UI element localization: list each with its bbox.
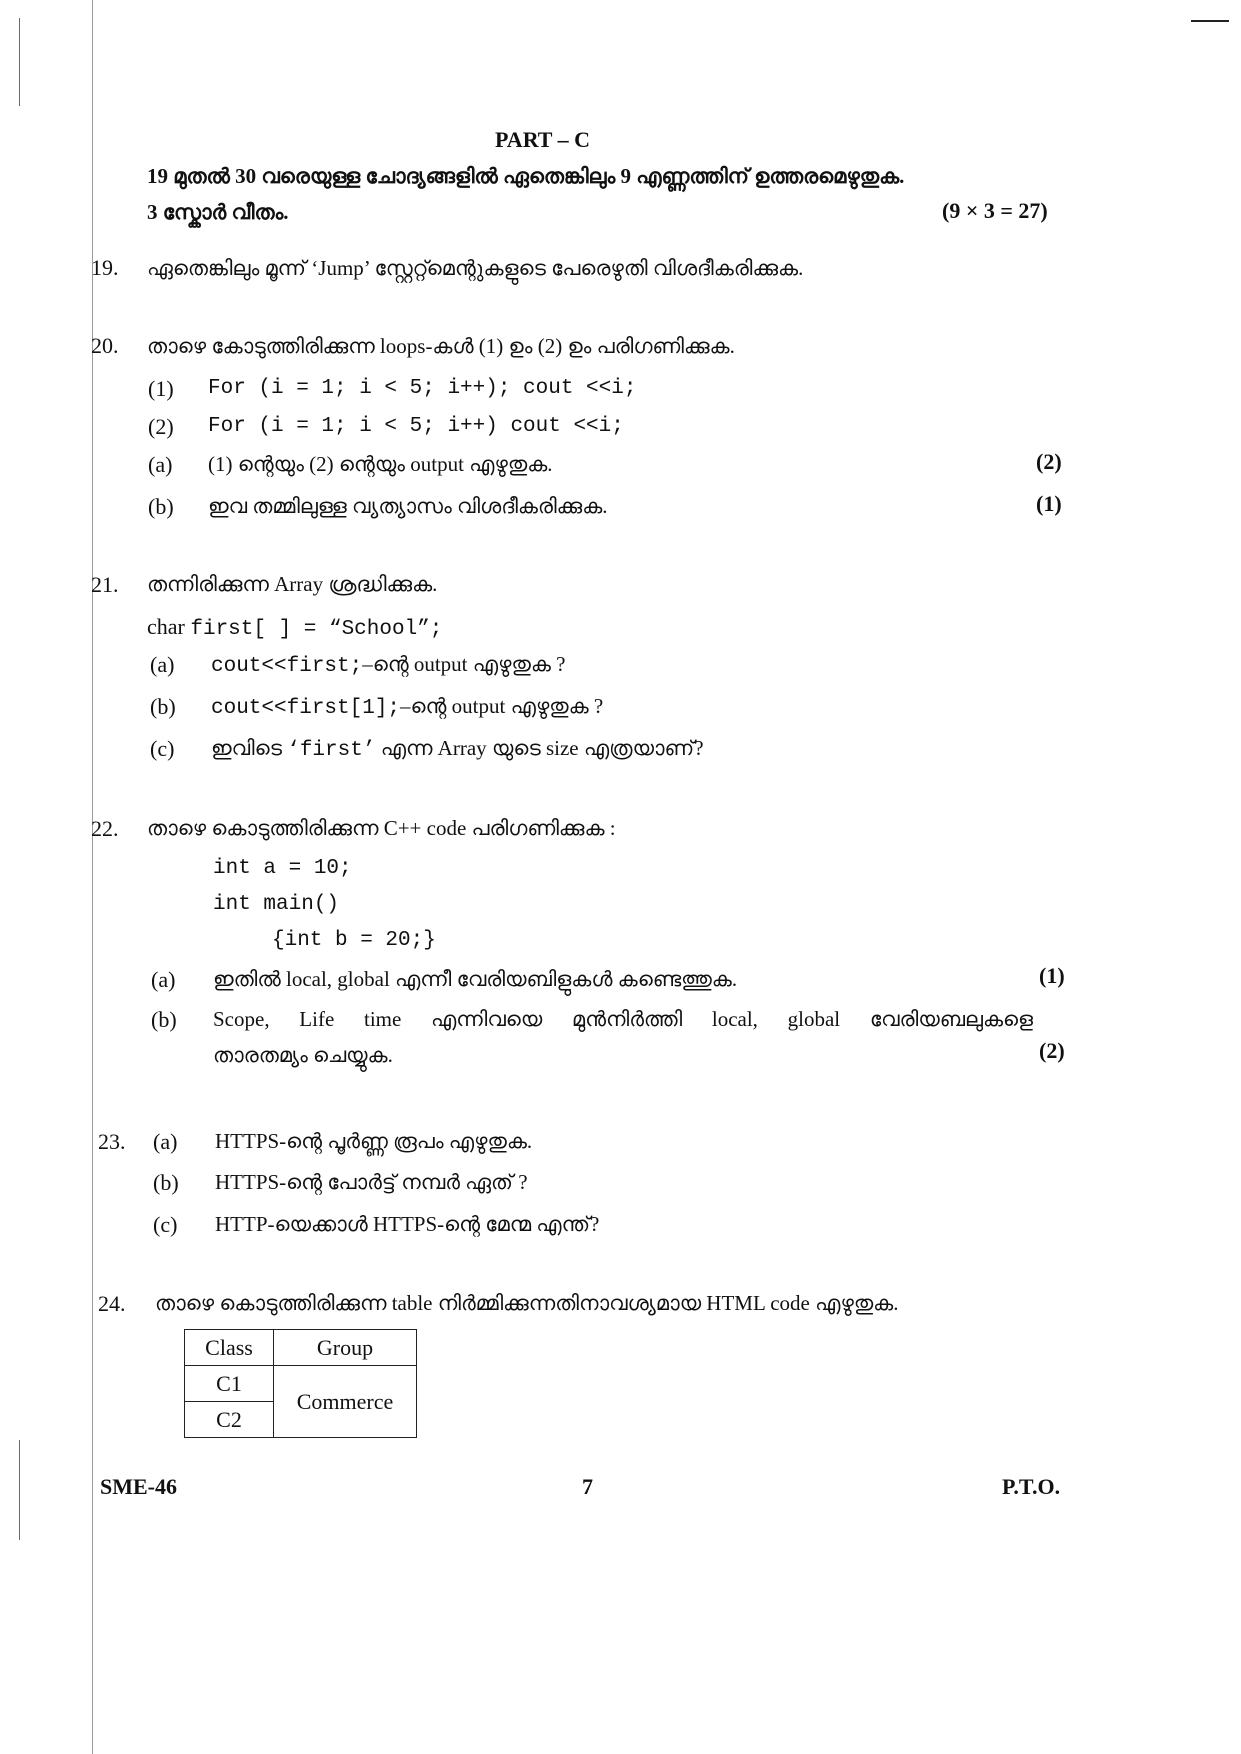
q22-code-line3: {int b = 20;} [272, 929, 436, 952]
q22-number: 22. [91, 816, 119, 841]
q20-code2: For (i = 1; i < 5; i++) cout <<i; [208, 415, 624, 438]
q21-c-code: ‘first’ [287, 739, 376, 762]
instruction-line1: 19 മുതൽ 30 വരെയുള്ള ചോദ്യങ്ങളിൽ ഏതെങ്കിലും 9 എണ്ണത്തിന് ഉത്തരമെഴുതുക. [147, 164, 905, 188]
instruction-marks: (9 × 3 = 27) [942, 198, 1048, 223]
q24-table-header-group: Group [274, 1330, 417, 1366]
q22-a-marks: (1) [1039, 963, 1065, 988]
q21-b [211, 694, 603, 720]
q21-a-text: –ന്റെ output എഴുതുക ? [362, 652, 566, 676]
q21-c-label: (c) [150, 736, 175, 761]
q23-a-label: (a) [153, 1129, 178, 1154]
q21-b-text: –ന്റെ output എഴുതുക ? [400, 694, 604, 718]
q21-a-label: (a) [150, 652, 175, 677]
q20-b-text: ഇവ തമ്മിലുള്ള വ്യത്യാസം വിശദീകരിക്കുക. [208, 494, 608, 518]
q22-b-text2: താരതമ്യം ചെയ്യുക. [213, 1043, 393, 1067]
q24-text: താഴെ കൊടുത്തിരിക്കുന്ന table നിർമ്മിക്കുന്നതിനാവശ്യമായ HTML code എഴുതുക. [155, 1291, 899, 1315]
q20-number: 20. [91, 333, 119, 358]
q21-number: 21. [91, 572, 119, 597]
q22-b-marks: (2) [1039, 1038, 1065, 1063]
q21-c-text: എന്ന Array യുടെ size എത്രയാണ്? [380, 736, 704, 760]
q21-a [211, 652, 565, 678]
q24-table-cell-c2: C2 [185, 1402, 274, 1438]
corner-mark [1191, 20, 1229, 22]
q20-b-marks: (1) [1036, 491, 1062, 516]
q24-table-header-class: Class [185, 1330, 274, 1366]
q21-decl-prefix: char [147, 614, 185, 639]
q22-a-label: (a) [151, 967, 176, 992]
left-margin-line [19, 18, 20, 106]
q21-b-code: cout<<first[1]; [211, 697, 401, 720]
q21-c [211, 736, 704, 762]
q23-b-text: HTTPS-ന്റെ പോർട്ട് നമ്പർ ഏത് ? [215, 1170, 528, 1194]
part-heading: PART – C [495, 127, 590, 152]
q22-code-line2: int main() [213, 893, 340, 916]
left-margin-line-lower [19, 1440, 20, 1540]
q22-b-text1: Scope, Life time എന്നിവയെ മുൻനിർത്തി local, global വേരിയബലുകളെ [213, 1007, 1033, 1031]
q19-text: ഏതെങ്കിലും മൂന്ന് ‘Jump’ സ്റ്റേറ്റ്മെന്റുകളുടെ പേരെഴുതി വിശദീകരിക്കുക. [147, 256, 804, 280]
q22-text: താഴെ കൊടുത്തിരിക്കുന്ന C++ code പരിഗണിക്കുക : [147, 816, 616, 840]
q20-text: താഴെ കോടുത്തിരിക്കുന്ന loops-കൾ (1) ഉം (2) ഉം പരിഗണിക്കുക. [147, 334, 735, 358]
q21-decl [147, 614, 442, 641]
footer-pto: P.T.O. [1002, 1474, 1061, 1499]
q23-c-text: HTTP-യെക്കാൾ HTTPS-ന്റെ മേന്മ എന്ത്? [215, 1212, 600, 1236]
footer-page-number: 7 [582, 1474, 593, 1499]
q21-text: തന്നിരിക്കുന്ന Array ശ്രദ്ധിക്കുക. [147, 572, 438, 596]
q24-table-cell-c1: C1 [185, 1366, 274, 1402]
q21-b-label: (b) [150, 694, 176, 719]
q23-number: 23. [98, 1129, 126, 1154]
q23-c-label: (c) [153, 1212, 178, 1237]
q21-c-pre: ഇവിടെ [211, 736, 282, 760]
q24-table-cell-commerce: Commerce [274, 1366, 417, 1438]
q21-a-code: cout<<first; [211, 655, 363, 678]
q20-a-marks: (2) [1036, 449, 1062, 474]
q20-b-label: (b) [148, 494, 174, 519]
q20-code1: For (i = 1; i < 5; i++); cout <<i; [208, 377, 637, 400]
q22-a-text: ഇതിൽ local, global എന്നീ വേരിയബിളുകൾ കണ്ടെത്തുക. [213, 967, 738, 991]
instruction-line2: 3 സ്കോർ വീതം. [147, 200, 289, 224]
q20-a-text: (1) ന്റെയും (2) ന്റെയും output എഴുതുക. [208, 452, 553, 476]
q23-b-label: (b) [153, 1170, 179, 1195]
q22-code-line1: int a = 10; [213, 857, 352, 880]
q21-decl-code: first[ ] = “School”; [190, 618, 443, 641]
q20-code2-label: (2) [148, 414, 174, 439]
q19-number: 19. [91, 255, 119, 280]
q20-code1-label: (1) [148, 376, 174, 401]
q20-a-label: (a) [148, 452, 173, 477]
q22-b-label: (b) [151, 1007, 177, 1032]
q24-table [184, 1329, 417, 1438]
q23-a-text: HTTPS-ന്റെ പൂർണ്ണ രൂപം എഴുതുക. [215, 1129, 533, 1153]
q24-number: 24. [98, 1291, 126, 1316]
footer-paper-code: SME-46 [100, 1474, 177, 1499]
